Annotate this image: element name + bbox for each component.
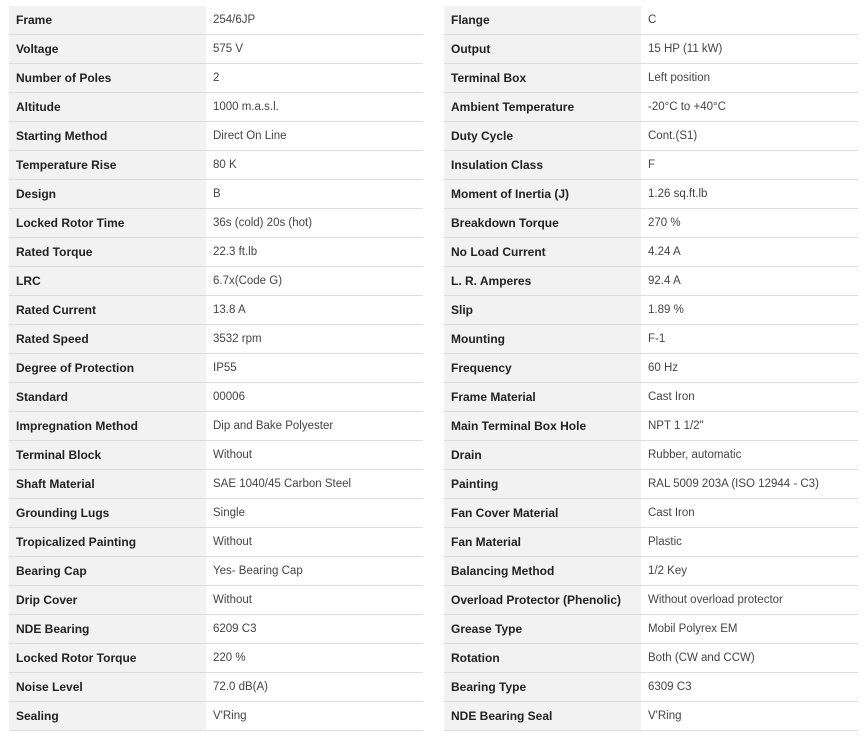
- spec-row-bearing-cap: [9, 557, 423, 586]
- spec-value: NPT 1 1/2": [641, 412, 858, 441]
- spec-value: C: [641, 6, 858, 35]
- spec-row-ambient-temperature: [444, 93, 858, 122]
- right-spec-table: [444, 6, 858, 731]
- spec-value: Plastic: [641, 528, 858, 557]
- left-spec-table: [9, 6, 423, 731]
- spec-label: Balancing Method: [444, 557, 641, 586]
- spec-row-rotation: [444, 644, 858, 673]
- spec-row-noise-level: [9, 673, 423, 702]
- spec-label: Ambient Temperature: [444, 93, 641, 122]
- spec-row-duty-cycle: [444, 122, 858, 151]
- spec-value: B: [206, 180, 423, 209]
- spec-label: Shaft Material: [9, 470, 206, 499]
- spec-label: Sealing: [9, 702, 206, 731]
- spec-row-drain: [444, 441, 858, 470]
- spec-label: Impregnation Method: [9, 412, 206, 441]
- spec-row-insulation-class: [444, 151, 858, 180]
- spec-value: 2: [206, 64, 423, 93]
- spec-label: Rated Speed: [9, 325, 206, 354]
- spec-value: 575 V: [206, 35, 423, 64]
- spec-label: NDE Bearing Seal: [444, 702, 641, 731]
- spec-row-grease-type: [444, 615, 858, 644]
- spec-row-tropicalized-painting: [9, 528, 423, 557]
- right-spec-table-body: [444, 6, 858, 731]
- spec-label: Fan Cover Material: [444, 499, 641, 528]
- spec-label: Bearing Cap: [9, 557, 206, 586]
- spec-value: Direct On Line: [206, 122, 423, 151]
- spec-value: 13.8 A: [206, 296, 423, 325]
- spec-row-frame-material: [444, 383, 858, 412]
- spec-row-locked-rotor-torque: [9, 644, 423, 673]
- spec-row-overload-protector-phenolic: [444, 586, 858, 615]
- spec-value: V'Ring: [206, 702, 423, 731]
- spec-row-degree-of-protection: [9, 354, 423, 383]
- spec-value: Both (CW and CCW): [641, 644, 858, 673]
- spec-row-impregnation-method: [9, 412, 423, 441]
- spec-label: Temperature Rise: [9, 151, 206, 180]
- spec-value: Cast Iron: [641, 499, 858, 528]
- spec-label: Main Terminal Box Hole: [444, 412, 641, 441]
- spec-value: 6209 C3: [206, 615, 423, 644]
- spec-row-terminal-block: [9, 441, 423, 470]
- spec-value: 6.7x(Code G): [206, 267, 423, 296]
- spec-row-drip-cover: [9, 586, 423, 615]
- spec-label: Drain: [444, 441, 641, 470]
- spec-value: Cast Iron: [641, 383, 858, 412]
- spec-value: 3532 rpm: [206, 325, 423, 354]
- spec-label: Grease Type: [444, 615, 641, 644]
- spec-value: Dip and Bake Polyester: [206, 412, 423, 441]
- spec-label: Design: [9, 180, 206, 209]
- spec-row-locked-rotor-time: [9, 209, 423, 238]
- spec-label: L. R. Amperes: [444, 267, 641, 296]
- spec-value: 60 Hz: [641, 354, 858, 383]
- spec-row-rated-speed: [9, 325, 423, 354]
- spec-label: Terminal Box: [444, 64, 641, 93]
- spec-label: Rotation: [444, 644, 641, 673]
- spec-label: Painting: [444, 470, 641, 499]
- spec-label: Terminal Block: [9, 441, 206, 470]
- spec-label: Starting Method: [9, 122, 206, 151]
- spec-label: Frequency: [444, 354, 641, 383]
- spec-value: F-1: [641, 325, 858, 354]
- spec-value: 1.89 %: [641, 296, 858, 325]
- spec-label: NDE Bearing: [9, 615, 206, 644]
- spec-row-output: [444, 35, 858, 64]
- spec-row-l-r-amperes: [444, 267, 858, 296]
- spec-label: Overload Protector (Phenolic): [444, 586, 641, 615]
- spec-value: Without: [206, 586, 423, 615]
- spec-value: 36s (cold) 20s (hot): [206, 209, 423, 238]
- spec-row-nde-bearing-seal: [444, 702, 858, 731]
- spec-label: Mounting: [444, 325, 641, 354]
- spec-row-slip: [444, 296, 858, 325]
- spec-row-mounting: [444, 325, 858, 354]
- spec-row-painting: [444, 470, 858, 499]
- spec-label: Number of Poles: [9, 64, 206, 93]
- spec-label: LRC: [9, 267, 206, 296]
- left-spec-table-body: [9, 6, 423, 731]
- spec-value: IP55: [206, 354, 423, 383]
- spec-label: Fan Material: [444, 528, 641, 557]
- spec-row-starting-method: [9, 122, 423, 151]
- spec-row-moment-of-inertia-j: [444, 180, 858, 209]
- spec-value: 220 %: [206, 644, 423, 673]
- spec-label: Insulation Class: [444, 151, 641, 180]
- spec-label: Locked Rotor Torque: [9, 644, 206, 673]
- spec-label: Moment of Inertia (J): [444, 180, 641, 209]
- spec-row-number-of-poles: [9, 64, 423, 93]
- spec-row-sealing: [9, 702, 423, 731]
- spec-value: -20°C to +40°C: [641, 93, 858, 122]
- spec-row-rated-torque: [9, 238, 423, 267]
- spec-row-fan-material: [444, 528, 858, 557]
- spec-value: 254/6JP: [206, 6, 423, 35]
- spec-row-balancing-method: [444, 557, 858, 586]
- spec-label: Noise Level: [9, 673, 206, 702]
- spec-row-fan-cover-material: [444, 499, 858, 528]
- spec-value: 00006: [206, 383, 423, 412]
- spec-value: 22.3 ft.lb: [206, 238, 423, 267]
- spec-label: Rated Current: [9, 296, 206, 325]
- spec-row-grounding-lugs: [9, 499, 423, 528]
- spec-label: Flange: [444, 6, 641, 35]
- spec-value: RAL 5009 203A (ISO 12944 - C3): [641, 470, 858, 499]
- spec-label: Slip: [444, 296, 641, 325]
- spec-value: 1.26 sq.ft.lb: [641, 180, 858, 209]
- spec-value: Single: [206, 499, 423, 528]
- spec-value: Mobil Polyrex EM: [641, 615, 858, 644]
- spec-label: Locked Rotor Time: [9, 209, 206, 238]
- spec-row-design: [9, 180, 423, 209]
- spec-label: Voltage: [9, 35, 206, 64]
- spec-value: 15 HP (11 kW): [641, 35, 858, 64]
- spec-label: Standard: [9, 383, 206, 412]
- spec-label: Grounding Lugs: [9, 499, 206, 528]
- spec-row-main-terminal-box-hole: [444, 412, 858, 441]
- spec-row-lrc: [9, 267, 423, 296]
- spec-row-shaft-material: [9, 470, 423, 499]
- spec-value: 92.4 A: [641, 267, 858, 296]
- spec-value: 270 %: [641, 209, 858, 238]
- spec-value: Without overload protector: [641, 586, 858, 615]
- spec-row-altitude: [9, 93, 423, 122]
- spec-row-terminal-box: [444, 64, 858, 93]
- spec-value: 1000 m.a.s.l.: [206, 93, 423, 122]
- spec-row-voltage: [9, 35, 423, 64]
- spec-value: Without: [206, 528, 423, 557]
- spec-value: SAE 1040/45 Carbon Steel: [206, 470, 423, 499]
- spec-value: 80 K: [206, 151, 423, 180]
- spec-row-breakdown-torque: [444, 209, 858, 238]
- spec-row-temperature-rise: [9, 151, 423, 180]
- spec-value: Cont.(S1): [641, 122, 858, 151]
- spec-label: Duty Cycle: [444, 122, 641, 151]
- spec-label: Drip Cover: [9, 586, 206, 615]
- spec-label: Frame Material: [444, 383, 641, 412]
- spec-label: Output: [444, 35, 641, 64]
- spec-value: 4.24 A: [641, 238, 858, 267]
- spec-label: Tropicalized Painting: [9, 528, 206, 557]
- spec-row-rated-current: [9, 296, 423, 325]
- spec-value: 72.0 dB(A): [206, 673, 423, 702]
- spec-label: Breakdown Torque: [444, 209, 641, 238]
- spec-value: 1/2 Key: [641, 557, 858, 586]
- spec-row-no-load-current: [444, 238, 858, 267]
- spec-value: Left position: [641, 64, 858, 93]
- spec-label: Frame: [9, 6, 206, 35]
- spec-value: Without: [206, 441, 423, 470]
- spec-label: Altitude: [9, 93, 206, 122]
- spec-label: Rated Torque: [9, 238, 206, 267]
- spec-value: Rubber, automatic: [641, 441, 858, 470]
- spec-row-bearing-type: [444, 673, 858, 702]
- spec-row-flange: [444, 6, 858, 35]
- spec-label: No Load Current: [444, 238, 641, 267]
- spec-row-nde-bearing: [9, 615, 423, 644]
- spec-value: Yes- Bearing Cap: [206, 557, 423, 586]
- spec-label: Bearing Type: [444, 673, 641, 702]
- spec-value: F: [641, 151, 858, 180]
- spec-row-frame: [9, 6, 423, 35]
- spec-value: V'Ring: [641, 702, 858, 731]
- spec-value: 6309 C3: [641, 673, 858, 702]
- spec-row-frequency: [444, 354, 858, 383]
- spec-row-standard: [9, 383, 423, 412]
- spec-label: Degree of Protection: [9, 354, 206, 383]
